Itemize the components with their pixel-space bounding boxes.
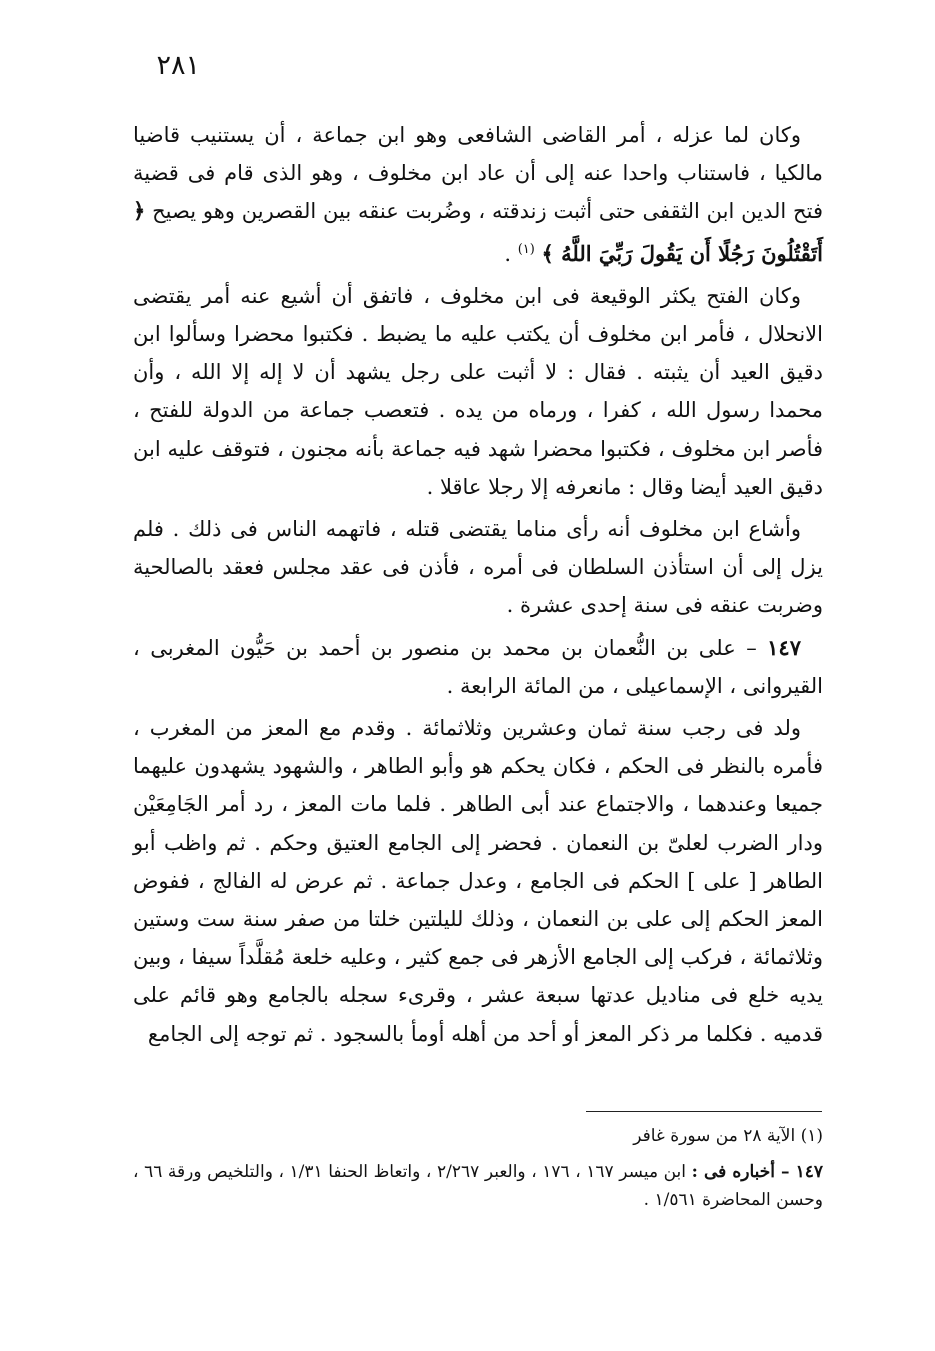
sentence-end: . xyxy=(504,241,512,266)
paragraph-1 xyxy=(133,116,823,273)
footnote-reference: (١) xyxy=(517,241,535,257)
paragraph-text: وأشاع ابن مخلوف أنه رأى مناما يقتضى قتله ، فاتهمه الناس فى ذلك . فلم يزل إلى أن استأذن السلطان فى أمره ، فأذن فى عقد مجلس فعقد بالصالحية وضربت عنقه فى سنة إحدى عشرة . xyxy=(133,517,823,618)
entry-number: ١٤٧ xyxy=(767,634,801,660)
paragraph-5 xyxy=(133,709,823,1053)
paragraph-text: – على بن النُّعمان بن محمد بن منصور بن أحمد بن حَيُّون المغربى ، القيروانى ، الإسماعيلى ، من المائة الرابعة . xyxy=(133,635,823,698)
footnote-1 xyxy=(133,1122,823,1150)
footnote-text: (١) الآية ٢٨ من سورة غافر xyxy=(633,1126,823,1146)
footnote-text: ابن ميسر ١٦٧ ، ١٧٦ ، والعبر ٢/٢٦٧ ، واتعاظ الحنفا ١/٣١ ، والتلخيص ورقة ٦٦ ، وحسن المحاضرة ١/٥٦١ . xyxy=(133,1162,823,1210)
paragraph-2 xyxy=(133,277,823,506)
paragraph-text: وكان الفتح يكثر الوقيعة فى ابن مخلوف ، فاتفق أن أشيع عنه أمر يقتضى الانحلال ، فأمر ابن مخلوف أن يكتب عليه ما يضبط . فكتبوا محضرا وسألوا ابن دقيق العيد أن يثبته . فقال : لا أثبت على رجل يشهد أن لا إله إلا الله ، وأن محمدا رسول الله ، كفرا ، ورماه من يده . فتعصب جماعة من الدولة للفتح ، فأصر ابن مخلوف ، فكتبوا محضرا شهد فيه جماعة بأنه مجنون ، فتوقف عليه ابن دقيق العيد أيضا وقال : مانعرفه إلا رجلا عاقلا . xyxy=(133,283,823,499)
footnote-divider xyxy=(586,1111,822,1112)
footnote-label: ١٤٧ – أخباره فى : xyxy=(691,1162,824,1182)
entry-147-heading xyxy=(133,629,823,705)
main-text xyxy=(133,116,823,1057)
page-number: ٢٨١ xyxy=(156,50,200,81)
paragraph-text: وكان لما عزله ، أمر القاضى الشافعى وهو ابن جماعة ، أن يستنيب قاضيا مالكيا ، فاستناب واحدا عنه إلى أن عاد ابن مخلوف ، وهو الذى قام فى قضية فتح الدين ابن الثقفى حتى أثبت زندقته ، وضُربت عنقه بين القصرين وهو يصيح xyxy=(133,123,823,224)
paragraph-3 xyxy=(133,510,823,625)
footnote-147 xyxy=(133,1158,823,1214)
quran-verse: ﴿ أَتَقْتُلُونَ رَجُلًا أَن يَقُولَ رَبِّيَ اللَّهُ ﴾ xyxy=(133,198,823,266)
footnotes xyxy=(133,1122,823,1222)
paragraph-text: ولد فى رجب سنة ثمان وعشرين وثلاثمائة . وقدم مع المعز من المغرب ، فأمره بالنظر فى الحكم ، فكان يحكم هو وأبو الطاهر ، والشهود يشهدون عليهما جميعا وعندهما ، والاجتماع عند أبى الطاهر . فلما مات المعز ، رد أمر الجَامِعَيْن ودار الضرب لعلىّ بن النعمان . فحضر إلى الجامع العتيق وحكم . ثم واظب أبو الطاهر [ على ] الحكم فى الجامع ، وعدل جماعة . ثم عرض له الفالج ، ففوض المعز الحكم إلى على بن النعمان ، وذلك لليلتين خلتا من صفر سنة ست وستين وثلاثمائة ، فركب إلى الجامع الأزهر فى جمع كثير ، وعليه خلعة مُقلَّداً سيفا ، وبين يديه خلع فى مناديل عدتها سبعة عشر ، وقرىء سجله بالجامع وهو قائم على قدميه . فكلما مر ذكر المعز أو أحد من أهله أومأ بالسجود . ثم توجه إلى الجامع xyxy=(133,716,823,1046)
